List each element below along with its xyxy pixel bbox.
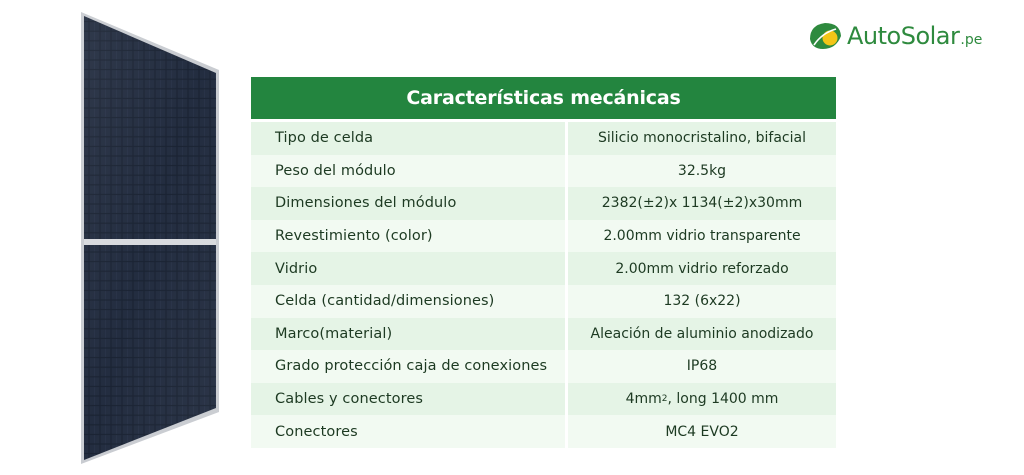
- row-label: Dimensiones del módulo: [251, 187, 568, 220]
- table-row: [251, 220, 836, 253]
- row-label: Tipo de celda: [251, 122, 568, 155]
- table-row: [251, 415, 836, 448]
- value-main: 4mm: [625, 391, 662, 408]
- table-row: [251, 155, 836, 188]
- row-value: 2.00mm vidrio transparente: [568, 220, 836, 253]
- row-value: 2.00mm vidrio reforzado: [568, 252, 836, 285]
- row-label: Celda (cantidad/dimensiones): [251, 285, 568, 318]
- row-value: Aleación de aluminio anodizado: [568, 318, 836, 351]
- value-rest: , long 1400 mm: [667, 391, 779, 408]
- solar-panel-graphic: [78, 12, 222, 464]
- row-value: Silicio monocristalino, bifacial: [568, 122, 836, 155]
- table-row: [251, 285, 836, 318]
- table-body: [251, 122, 836, 448]
- row-value: MC4 EVO2: [568, 415, 836, 448]
- table-row: [251, 122, 836, 155]
- table-row: [251, 187, 836, 220]
- row-label: Vidrio: [251, 252, 568, 285]
- row-value: 2382(±2)x 1134(±2)x30mm: [568, 187, 836, 220]
- row-label: Revestimiento (color): [251, 220, 568, 253]
- row-label: Marco(material): [251, 318, 568, 351]
- row-label: Cables y conectores: [251, 383, 568, 416]
- logo-text: AutoSolar: [847, 22, 960, 50]
- row-value: 4mm 2 , long 1400 mm: [568, 383, 836, 416]
- table-row: [251, 252, 836, 285]
- table-row: [251, 350, 836, 383]
- row-label: Conectores: [251, 415, 568, 448]
- row-label: Grado protección caja de conexiones: [251, 350, 568, 383]
- row-label: Peso del módulo: [251, 155, 568, 188]
- logo-suffix: .pe: [960, 32, 983, 48]
- row-value: IP68: [568, 350, 836, 383]
- table-row: [251, 318, 836, 351]
- autosolar-logo[interactable]: [806, 18, 982, 54]
- row-value: 132 (6x22): [568, 285, 836, 318]
- table-row: [251, 383, 836, 416]
- mechanical-specs-table: [251, 77, 836, 448]
- row-value: 32.5kg: [568, 155, 836, 188]
- table-title: Características mecánicas: [251, 77, 836, 119]
- sun-leaf-icon: [806, 19, 844, 53]
- solar-panel-image: [78, 12, 222, 464]
